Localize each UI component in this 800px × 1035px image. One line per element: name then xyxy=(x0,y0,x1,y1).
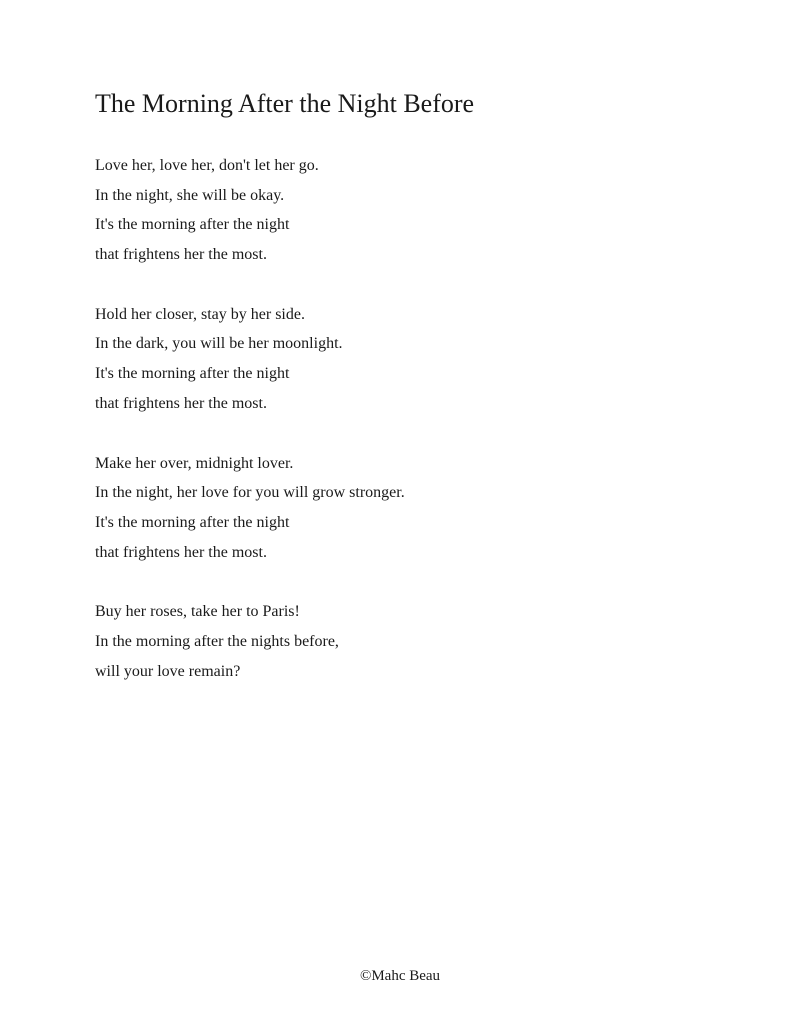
poem-line: In the night, she will be okay. xyxy=(95,186,285,204)
poem-line: that frightens her the most. xyxy=(95,246,267,264)
stanza-3 xyxy=(95,449,735,568)
poem-line: In the morning after the nights before, xyxy=(95,632,339,650)
poem-line: It's the morning after the night xyxy=(95,365,290,383)
stanza-2 xyxy=(95,300,735,419)
poem-line: will your love remain? xyxy=(95,662,241,680)
poem-body xyxy=(95,151,735,716)
poem-line: In the night, her love for you will grow stronger. xyxy=(95,484,405,502)
poem-line: Hold her closer, stay by her side. xyxy=(95,305,305,323)
copyright-notice: ©Mahc Beau xyxy=(359,968,441,984)
poem-line: that frightens her the most. xyxy=(95,394,267,412)
stanza-1 xyxy=(95,151,735,270)
poem-line: Love her, love her, don't let her go. xyxy=(95,157,319,174)
poem-line: In the dark, you will be her moonlight. xyxy=(95,335,343,353)
poem-line: Buy her roses, take her to Paris! xyxy=(95,603,300,621)
poem-line: Make her over, midnight lover. xyxy=(95,454,294,472)
poem-line: It's the morning after the night xyxy=(95,513,290,531)
poem-title: The Morning After the Night Before xyxy=(95,89,475,118)
stanza-4 xyxy=(95,597,735,686)
poem-line: It's the morning after the night xyxy=(95,216,290,234)
poem-line: that frightens her the most. xyxy=(95,543,267,561)
